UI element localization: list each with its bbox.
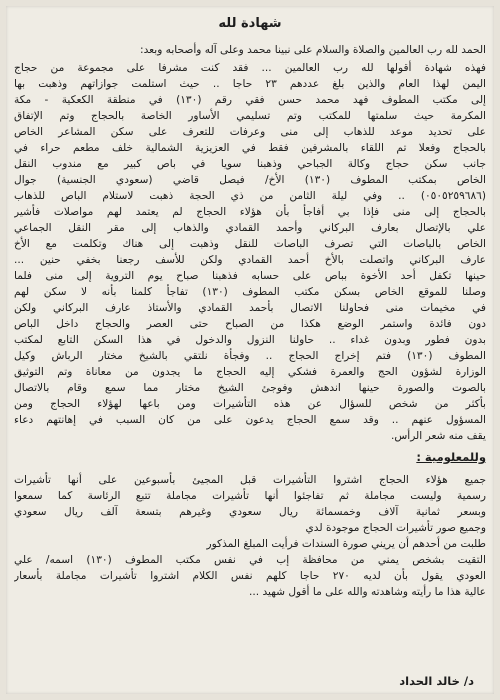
body-line: بالحجاج إلى منى فإذا بي أفاجأ بأن هؤلاء الحجاج لم يعتمد لهم مواصلات فأشير: [14, 206, 486, 218]
body-line: المسؤول عنهم .. وقد سمع الحجاج يدعون على من كان السبب في إهانتهم دعاء: [14, 414, 486, 426]
info-line: جميع هؤلاء الحجاج اشتروا التأشيرات قبل المجيئ بأسبوعين على أنها تأشيرات: [14, 474, 486, 486]
body-line: عارف البركاني واتصلت بالأخ أحمد القمادي ولكن للأسف رجعنا بخفي حنين ...: [14, 254, 486, 266]
info-line: رسمية وليست مجاملة ثم تفاجئوا أنها تأشيرات مجاملة تتبع الرئاسة كما سمعوا: [14, 490, 486, 502]
body-line: حينها تكفل أحد الأخوة بباص على حسابه فذهبنا صباح يوم التروية إلى منى فلما: [14, 270, 486, 282]
info-line: عالية هذا ما رأيته وشاهدته والله على ما أقول شهيد ...: [248, 586, 486, 598]
info-line: العودي يقول بأن لديه ٢٧٠ حاجا كلهم نفس الكلام اشتروا تأشيرات مجاملة بأسعار: [14, 570, 486, 582]
body-line: بالصوت والصورة حينها اندهش وفوجئ الشيخ مختار مما سمع وقام بالاتصال: [14, 382, 486, 394]
body-line: بالحجاج وفعلا تم اللقاء بالمشرفين فقط في العزيزية الشمالية خلف مطعم حراء في: [14, 142, 486, 154]
body-line: اليمن لهذا العام والذين بلغ عددهم ٢٣ حاجا .. حيث استلمت جوازاتهم وذهبت بها: [14, 78, 486, 90]
body-line: المطوف (١٣٠) فتم إخراج الحجاج .. وفجأة نلتقي بالشيخ مختار الرباش وكيل: [14, 350, 486, 362]
body-line: فهذه شهادة أقولها لله رب العالمين ... فقد كنت مشرفا على مجموعة من حجاج: [14, 62, 486, 74]
body-line: الخاص بالباصات التي تصرف الباصات للنقل وذهبت إلى هناك وتكلمت مع الأخ: [14, 238, 486, 250]
body-line: على تحديد موعد للذهاب إلى منى وعرفات للتعرف على سكن المشاعر الخاص: [14, 126, 486, 138]
body-line: بأكثر من شخص للسؤال عن هذه التأشيرات ومن باعها لهؤلاء الحجاج ومن: [14, 398, 486, 410]
document-page: [6, 6, 494, 694]
body-line: وصلنا للموقع الخاص بسكن مكتب المطوف (١٣٠) تفاجأ كلمنا بأنه لا سكن لهم: [14, 286, 486, 298]
body-line: إلى مكتب المطوف فهد محمد حسن فقي رقم (١٣٠) في منطقة الكعكية - مكة: [14, 94, 486, 106]
body-line: الوزارة لشؤون الحج والعمرة فشكي إليه الحجاج ما يجدون من معاناة وتم التوثيق: [14, 366, 486, 378]
body-line: المكرمة حيث سلمتها للمكتب وتم تسليمي الأساور الخاصة بالحجاج وتم الإتفاق: [14, 110, 486, 122]
opening-line: الحمد لله رب العالمين والصلاة والسلام على نبينا محمد وعلى آله وأصحابه وبعد:: [140, 44, 486, 56]
document-title: شهادة لله: [218, 16, 282, 31]
body-line: علي بالإتصال بعارف البركاني وأحمد القمادي والذهاب إلى مقر النقل الجماعي: [14, 222, 486, 234]
info-line: وبسعر ثمانية آلاف وخمسمائة ريال سعودي وغيرهم بتسعة آلف ريال سعودي: [14, 506, 486, 518]
info-line: وجميع صور تأشيرات الحجاج موجودة لدي: [305, 522, 486, 534]
info-heading: وللمعلومية :: [416, 450, 486, 464]
body-line: الخاص بمكتب المطوف (١٣٠) الأخ/ فيصل قاضي (سعودي الجنسية) جوال: [14, 174, 486, 186]
body-line: في مخيمات منى فحاولنا الاتصال بأحمد القمادي والأستاذ عارف البركاني ولكن: [14, 302, 486, 314]
body-line: يقف منه شعر الرأس.: [390, 430, 486, 442]
body-line: جانب سكن حجاج وكالة الجباحي وذهبنا سويا في باص كبير مع مندوب النقل: [14, 158, 486, 170]
body-line: بدون فطور وبدون غداء .. حاولنا النزول والدخول في هذا السكن التابع لمكتب: [14, 334, 486, 346]
signature: د/ خالد الحداد: [399, 674, 474, 688]
info-line: طلبت من أحدهم أن يريني صورة السندات فرأيت المبلغ المذكور: [206, 538, 486, 550]
body-line: (٠٥٠٥٢٥٩٦٨٦) .. وفي ليلة الثامن من ذي الحجة ذهبت لاستلام الباص للذهاب: [14, 190, 486, 202]
body-line: دون فائدة واستمر الوضع هكذا من الصباح حتى العصر والحجاج داخل الباص: [14, 318, 486, 330]
info-line: التقيت بشخص يمني من محافظة إب في نفس مكتب المطوف (١٣٠) اسمه/ علي: [14, 554, 486, 566]
